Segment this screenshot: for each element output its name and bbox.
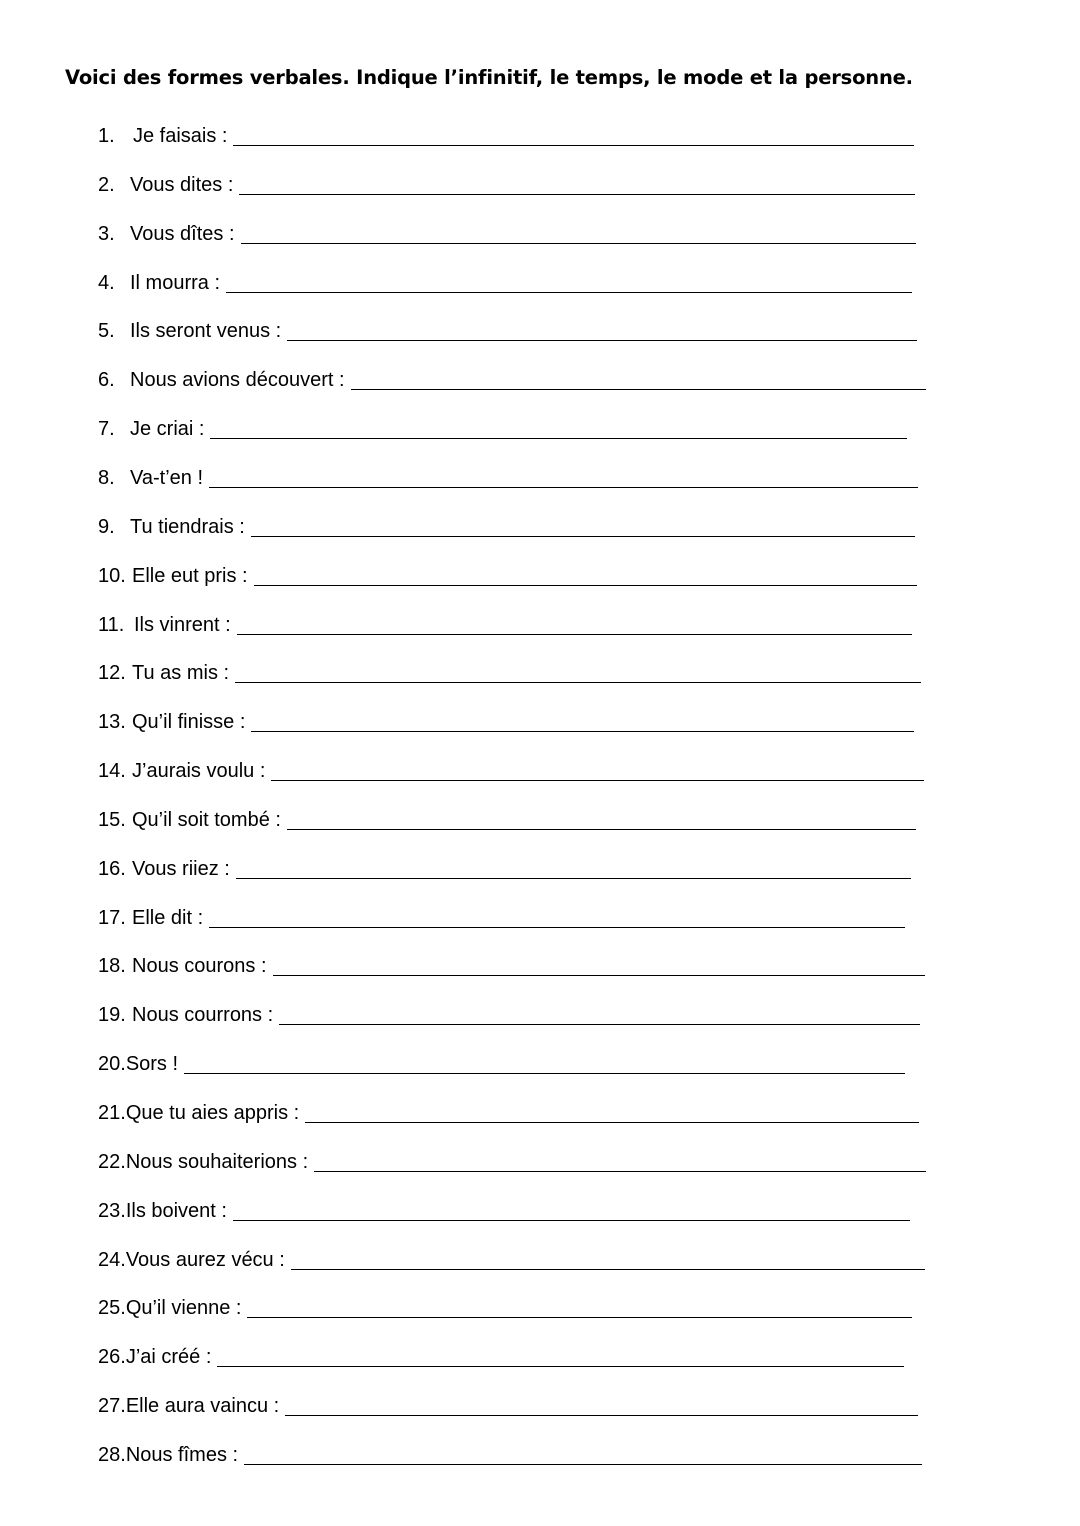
item-number: 7.	[98, 418, 115, 441]
verb-form: Tu tiendrais :	[130, 515, 245, 538]
list-item	[98, 605, 912, 637]
answer-line[interactable]	[236, 856, 911, 879]
item-number: 9.	[98, 515, 115, 538]
verb-form: Va-t’en !	[130, 466, 203, 489]
item-number: 21.	[98, 1102, 126, 1124]
item-number: 28.	[98, 1443, 126, 1466]
list-item	[98, 360, 926, 392]
item-number: 3.	[98, 222, 115, 245]
item-number: 6.	[98, 369, 115, 392]
verb-form: Elle aura vaincu :	[125, 1395, 280, 1418]
list-item	[98, 556, 917, 588]
list-item	[98, 898, 905, 930]
verb-form: Nous courons :	[132, 955, 267, 978]
item-number: 12.	[98, 662, 126, 685]
verb-form: Vous riiez :	[132, 857, 230, 880]
answer-line[interactable]	[217, 1344, 904, 1367]
verb-form: Qu’il vienne :	[125, 1297, 242, 1320]
verb-form: Vous dîtes :	[130, 222, 235, 245]
list-item	[98, 1337, 904, 1369]
list-item	[98, 214, 916, 246]
answer-line[interactable]	[305, 1100, 919, 1123]
verb-form: Elle eut pris :	[132, 564, 248, 587]
answer-line[interactable]	[226, 270, 912, 293]
answer-line[interactable]	[287, 807, 916, 830]
verb-form: Que tu aies appris :	[125, 1102, 300, 1124]
verb-form: Qu’il finisse :	[132, 711, 246, 734]
item-number: 4.	[98, 271, 115, 294]
answer-line[interactable]	[247, 1295, 912, 1318]
verb-form: Elle dit :	[132, 906, 204, 929]
item-number: 24.	[98, 1248, 126, 1271]
list-item	[98, 751, 924, 783]
list-item	[98, 507, 915, 539]
verb-form: Il mourra :	[130, 271, 221, 294]
item-number: 2.	[98, 173, 115, 196]
answer-line[interactable]	[233, 123, 914, 146]
answer-line[interactable]	[244, 1442, 922, 1465]
verb-form: Qu’il soit tombé :	[132, 808, 281, 831]
verb-form: Je faisais :	[133, 125, 228, 147]
item-number: 17.	[98, 906, 126, 929]
answer-line[interactable]	[291, 1247, 925, 1270]
answer-line[interactable]	[209, 465, 918, 488]
list-item	[98, 849, 911, 881]
verb-form: Ils boivent :	[125, 1199, 227, 1222]
list-item	[98, 1386, 918, 1418]
item-number: 13.	[98, 711, 126, 734]
instruction-heading: Voici des formes verbales. Indique l’infinitif, le temps, le mode et la personne.	[65, 66, 913, 89]
answer-line[interactable]	[209, 905, 905, 928]
verb-form: Nous avions découvert :	[130, 369, 345, 392]
item-number: 27.	[98, 1395, 126, 1418]
item-number: 11.	[98, 613, 125, 636]
answer-line[interactable]	[233, 1198, 910, 1221]
verb-form: Nous courrons :	[132, 1004, 274, 1027]
answer-line[interactable]	[251, 709, 914, 732]
answer-line[interactable]	[287, 318, 917, 341]
answer-line[interactable]	[271, 758, 924, 781]
verb-form: Je criai :	[130, 418, 205, 441]
verb-form: J’aurais voulu :	[132, 760, 266, 783]
answer-line[interactable]	[254, 563, 917, 586]
list-item	[98, 263, 912, 295]
answer-line[interactable]	[273, 953, 925, 976]
answer-line[interactable]	[184, 1051, 905, 1074]
list-item	[98, 1142, 926, 1174]
verb-form: Nous souhaiterions :	[125, 1150, 309, 1173]
list-item	[98, 995, 920, 1027]
list-item	[98, 409, 907, 441]
item-number: 22.	[98, 1150, 126, 1173]
verb-form: Ils seront venus :	[130, 320, 282, 343]
list-item	[98, 1240, 925, 1272]
list-item	[98, 946, 925, 978]
verb-form: Vous aurez vécu :	[125, 1248, 285, 1271]
verb-form: Nous fîmes :	[125, 1443, 239, 1466]
item-number: 10.	[98, 564, 126, 587]
list-item	[98, 800, 916, 832]
answer-line[interactable]	[251, 514, 915, 537]
list-item	[98, 1288, 912, 1320]
answer-line[interactable]	[279, 1002, 920, 1025]
item-number: 20.	[98, 1053, 126, 1076]
list-item	[98, 1093, 919, 1125]
list-item	[98, 458, 918, 490]
verb-form: Ils vinrent :	[134, 613, 231, 636]
list-item	[98, 702, 914, 734]
list-item	[98, 1191, 910, 1223]
item-number: 5.	[98, 320, 115, 343]
item-number: 25.	[98, 1297, 126, 1320]
item-number: 19.	[98, 1004, 126, 1027]
answer-line[interactable]	[351, 367, 926, 390]
answer-line[interactable]	[235, 660, 921, 683]
verb-form: Sors !	[125, 1053, 179, 1076]
answer-line[interactable]	[241, 221, 916, 244]
answer-line[interactable]	[314, 1149, 926, 1172]
verb-form: Tu as mis :	[132, 662, 230, 685]
item-number: 15.	[98, 808, 126, 831]
list-item	[98, 653, 921, 685]
item-number: 23.	[98, 1199, 126, 1222]
item-number: 26.	[98, 1346, 126, 1369]
list-item	[98, 1435, 922, 1467]
verb-form: J’ai créé :	[125, 1346, 212, 1369]
list-item	[98, 1044, 905, 1076]
list-item	[98, 116, 914, 148]
item-number: 16.	[98, 857, 126, 880]
item-number: 18.	[98, 955, 126, 978]
verb-form: Vous dites :	[130, 173, 234, 196]
answer-line[interactable]	[239, 172, 915, 195]
item-number: 8.	[98, 466, 115, 489]
list-item	[98, 165, 915, 197]
item-number: 1.	[98, 125, 115, 147]
item-number: 14.	[98, 760, 126, 783]
answer-line[interactable]	[285, 1393, 918, 1416]
answer-line[interactable]	[237, 612, 912, 635]
answer-line[interactable]	[210, 416, 907, 439]
list-item	[98, 311, 917, 343]
